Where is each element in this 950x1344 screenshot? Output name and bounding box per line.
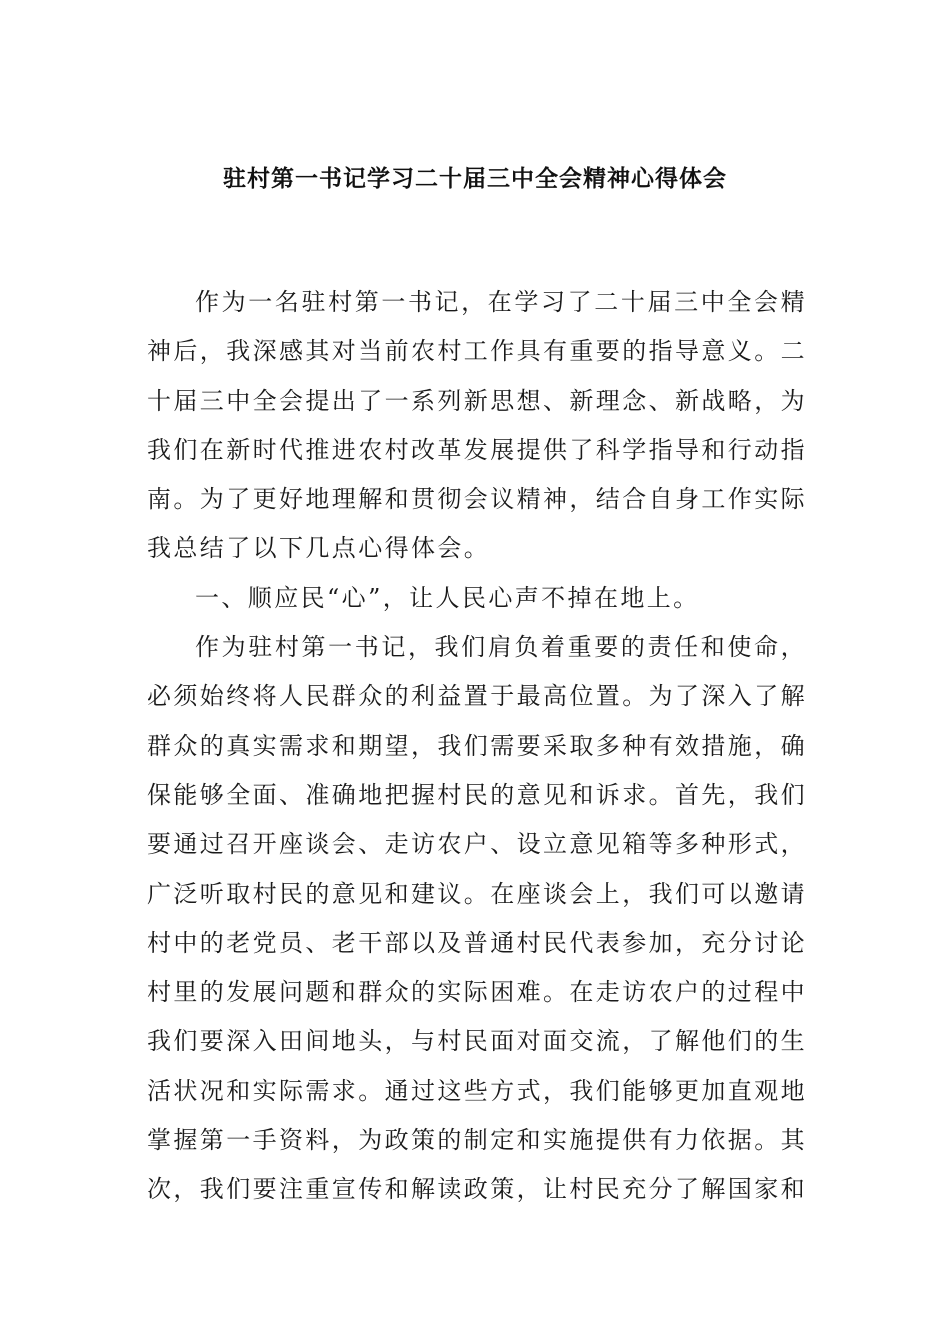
section-heading: 一、顺应民“心”，让人民心声不掉在地上。 xyxy=(195,583,700,612)
document-body xyxy=(147,278,807,1215)
document-title: 驻村第一书记学习二十届三中全会精神心得体会 xyxy=(223,166,727,192)
intro-paragraph: 作为一名驻村第一书记，在学习了二十届三中全会精神后，我深感其对当前农村工作具有重要的指导意义。二十届三中全会提出了一系列新思想、新理念、新战略，为我们在新时代推进农村改革发展提供了科学指导和行动指南。为了更好地理解和贯彻会议精神，结合自身工作实际我总结了以下几点心得体会。 xyxy=(147,288,807,563)
body-paragraph: 作为驻村第一书记，我们肩负着重要的责任和使命，必须始终将人民群众的利益置于最高位置。为了深入了解群众的真实需求和期望，我们需要采取多种有效措施，确保能够全面、准确地把握村民的意见和诉求。首先，我们要通过召开座谈会、走访农户、设立意见箱等多种形式，广泛听取村民的意见和建议。在座谈会上，我们可以邀请村中的老党员、老干部以及普通村民代表参加，充分讨论村里的发展问题和群众的实际困难。在走访农户的过程中我们要深入田间地头，与村民面对面交流，了解他们的生活状况和实际需求。通过这些方式，我们能够更加直观地掌握第一手资料，为政策的制定和实施提供有力依据。其次，我们要注重宣传和解读政策，让村民充分了解国家和 xyxy=(147,633,807,1204)
